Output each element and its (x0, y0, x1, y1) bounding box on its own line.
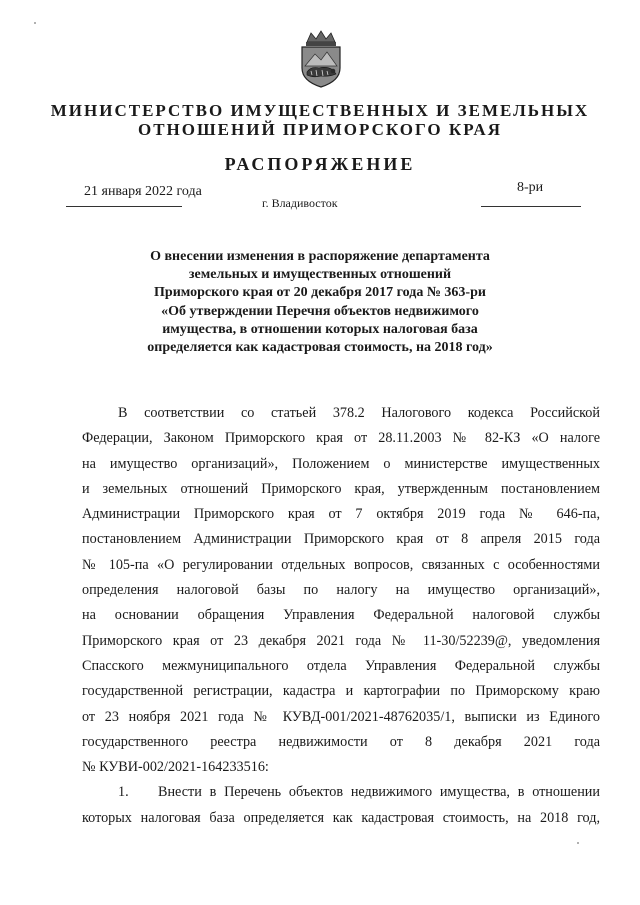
body-line: В соответствии со статьей 378.2 Налогового кодекса Российской (118, 405, 600, 421)
document-type: РАСПОРЯЖЕНИЕ (224, 154, 416, 174)
title-line: «Об утверждении Перечня объектов недвижимого (161, 303, 479, 319)
title-line: определяется как кадастровая стоимость, на 2018 год» (147, 340, 493, 356)
title-line: Приморского края от 20 декабря 2017 года № 363-ри (154, 285, 486, 301)
body-line: государственной регистрации, кадастра и картографии по Приморскому краю (82, 683, 600, 700)
title-line: имущества, в отношении которых налоговая база (162, 321, 478, 337)
body-line: № КУВИ-002/2021-164233516: (82, 759, 269, 776)
document-body (82, 401, 600, 831)
title-line: земельных и имущественных отношений (188, 267, 452, 283)
ministry-name-line-2: ОТНОШЕНИЙ ПРИМОРСКОГО КРАЯ (138, 120, 502, 139)
body-line: постановлением Администрации Приморского края от 8 апреля 2015 года (82, 531, 600, 548)
body-line: Спасского межмуниципального отдела Управления Федеральной службы (82, 657, 600, 674)
body-line: на основании обращения Управления Федеральной налоговой службы (82, 607, 600, 624)
item-1-number: 1. (118, 784, 129, 801)
body-line: и земельных отношений Приморского края, утвержденным постановлением (82, 480, 600, 497)
item-1-line-1 (82, 780, 600, 805)
body-line: от 23 ноября 2021 года № КУВД-001/2021-48762035/1, выписки из Единого (82, 708, 600, 725)
document-number: 8-ри (517, 180, 544, 195)
document-title (120, 248, 520, 357)
document-city: г. Владивосток (262, 196, 338, 210)
scan-speck (34, 22, 36, 24)
body-line: Администрации Приморского края от 7 октября 2019 года № 646-па, (82, 506, 600, 523)
date-underline (66, 206, 182, 207)
body-line: государственного реестра недвижимости от 8 декабря 2021 года (82, 733, 600, 750)
ministry-name-line-1: МИНИСТЕРСТВО ИМУЩЕСТВЕННЫХ И ЗЕМЕЛЬНЫХ (50, 101, 590, 120)
body-line: определения налоговой базы по налогу на имущество организаций», (82, 582, 600, 599)
item-1-text: Внести в Перечень объектов недвижимого имущества, в отношении (158, 784, 600, 801)
title-line: О внесении изменения в распоряжение департамента (150, 249, 490, 264)
ministry-name (0, 101, 640, 139)
item-1-line-2: которых налоговая база определяется как кадастровая стоимость, на 2018 год, (82, 809, 600, 826)
document-date: 21 января 2022 года (84, 184, 202, 199)
body-line: Приморского края от 23 декабря 2021 года № 11-30/52239@, уведомления (82, 632, 600, 649)
coat-of-arms-icon (293, 30, 349, 88)
body-line: № 105-па «О регулировании отдельных вопросов, связанных с особенностями (82, 556, 600, 573)
body-line: на имущество организаций», Положением о министерстве имущественных (82, 455, 600, 472)
scan-speck (577, 842, 579, 844)
number-underline (481, 206, 581, 207)
body-line: Федерации, Законом Приморского края от 28.11.2003 № 82-КЗ «О налоге (82, 430, 600, 447)
